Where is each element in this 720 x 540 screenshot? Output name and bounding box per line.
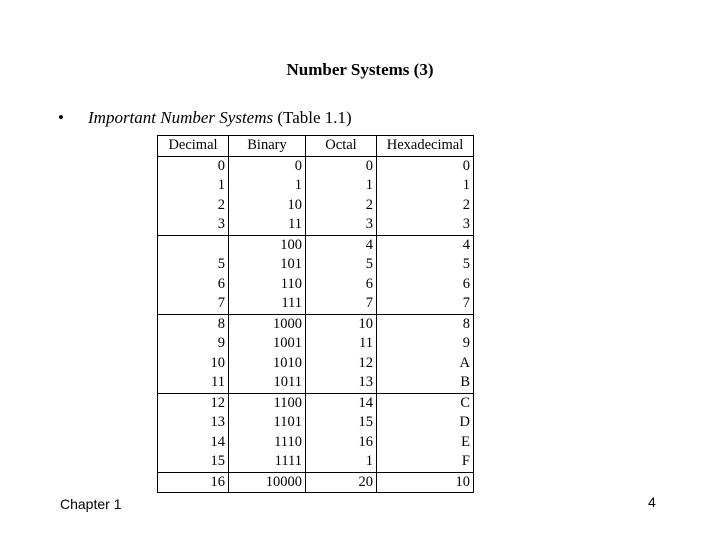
cell-octal: 13	[306, 373, 377, 393]
cell-decimal: 1	[158, 176, 229, 196]
table-row	[158, 373, 474, 393]
cell-binary: 10000	[229, 472, 306, 493]
cell-binary: 1101	[229, 413, 306, 433]
cell-decimal: 9	[158, 334, 229, 354]
slide-title: Number Systems (3)	[286, 60, 434, 79]
cell-hexadecimal: 10	[377, 472, 474, 493]
table-row	[158, 472, 474, 493]
bullet-italic-text: Important Number Systems	[88, 108, 274, 127]
header-octal: Octal	[306, 136, 377, 157]
cell-octal: 12	[306, 354, 377, 374]
table-row	[158, 275, 474, 295]
cell-hexadecimal: B	[377, 373, 474, 393]
header-decimal: Decimal	[158, 136, 229, 157]
cell-octal: 5	[306, 255, 377, 275]
cell-octal: 1	[306, 176, 377, 196]
cell-binary: 10	[229, 196, 306, 216]
cell-hexadecimal: C	[377, 393, 474, 413]
cell-hexadecimal: 4	[377, 235, 474, 255]
cell-decimal: 11	[158, 373, 229, 393]
table-row	[158, 433, 474, 453]
cell-binary: 100	[229, 235, 306, 255]
cell-decimal: 7	[158, 294, 229, 314]
cell-binary: 1111	[229, 452, 306, 472]
cell-hexadecimal: F	[377, 452, 474, 472]
cell-binary: 1	[229, 176, 306, 196]
bullet-dot: •	[58, 108, 64, 127]
cell-binary: 110	[229, 275, 306, 295]
table-header-row	[158, 136, 474, 157]
cell-decimal	[158, 235, 229, 255]
cell-hexadecimal: E	[377, 433, 474, 453]
table-row	[158, 235, 474, 255]
table-body	[158, 156, 474, 493]
cell-decimal: 16	[158, 472, 229, 493]
cell-hexadecimal: 1	[377, 176, 474, 196]
cell-octal: 11	[306, 334, 377, 354]
cell-hexadecimal: 0	[377, 156, 474, 176]
cell-decimal: 10	[158, 354, 229, 374]
cell-decimal: 6	[158, 275, 229, 295]
cell-octal: 3	[306, 215, 377, 235]
number-systems-table	[157, 135, 474, 493]
cell-octal: 1	[306, 452, 377, 472]
cell-decimal: 8	[158, 314, 229, 334]
footer-chapter: Chapter 1	[60, 496, 122, 512]
cell-binary: 1001	[229, 334, 306, 354]
cell-octal: 16	[306, 433, 377, 453]
cell-hexadecimal: 3	[377, 215, 474, 235]
cell-octal: 7	[306, 294, 377, 314]
table-row	[158, 156, 474, 176]
header-hexadecimal: Hexadecimal	[377, 136, 474, 157]
table-row	[158, 354, 474, 374]
cell-octal: 6	[306, 275, 377, 295]
table-row	[158, 294, 474, 314]
cell-octal: 20	[306, 472, 377, 493]
table-row	[158, 334, 474, 354]
cell-hexadecimal: 7	[377, 294, 474, 314]
table-row	[158, 176, 474, 196]
cell-octal: 4	[306, 235, 377, 255]
table-row	[158, 452, 474, 472]
table-row	[158, 393, 474, 413]
cell-hexadecimal: 2	[377, 196, 474, 216]
cell-octal: 15	[306, 413, 377, 433]
table-row	[158, 413, 474, 433]
cell-decimal: 15	[158, 452, 229, 472]
cell-octal: 2	[306, 196, 377, 216]
cell-binary: 11	[229, 215, 306, 235]
table-row	[158, 196, 474, 216]
page-number: 4	[648, 494, 656, 510]
cell-binary: 101	[229, 255, 306, 275]
cell-octal: 10	[306, 314, 377, 334]
table-row	[158, 215, 474, 235]
cell-binary: 111	[229, 294, 306, 314]
cell-decimal: 12	[158, 393, 229, 413]
cell-decimal: 14	[158, 433, 229, 453]
cell-hexadecimal: D	[377, 413, 474, 433]
bullet-text: (Table 1.1)	[273, 108, 352, 127]
table-row	[158, 314, 474, 334]
cell-binary: 0	[229, 156, 306, 176]
cell-decimal: 5	[158, 255, 229, 275]
cell-octal: 0	[306, 156, 377, 176]
cell-hexadecimal: 5	[377, 255, 474, 275]
header-binary: Binary	[229, 136, 306, 157]
cell-binary: 1011	[229, 373, 306, 393]
cell-binary: 1110	[229, 433, 306, 453]
cell-decimal: 2	[158, 196, 229, 216]
cell-decimal: 0	[158, 156, 229, 176]
cell-octal: 14	[306, 393, 377, 413]
cell-hexadecimal: 6	[377, 275, 474, 295]
cell-decimal: 3	[158, 215, 229, 235]
cell-decimal: 13	[158, 413, 229, 433]
cell-binary: 1100	[229, 393, 306, 413]
bullet-point	[58, 108, 352, 128]
cell-hexadecimal: 9	[377, 334, 474, 354]
cell-hexadecimal: A	[377, 354, 474, 374]
cell-hexadecimal: 8	[377, 314, 474, 334]
table-row	[158, 255, 474, 275]
cell-binary: 1000	[229, 314, 306, 334]
cell-binary: 1010	[229, 354, 306, 374]
